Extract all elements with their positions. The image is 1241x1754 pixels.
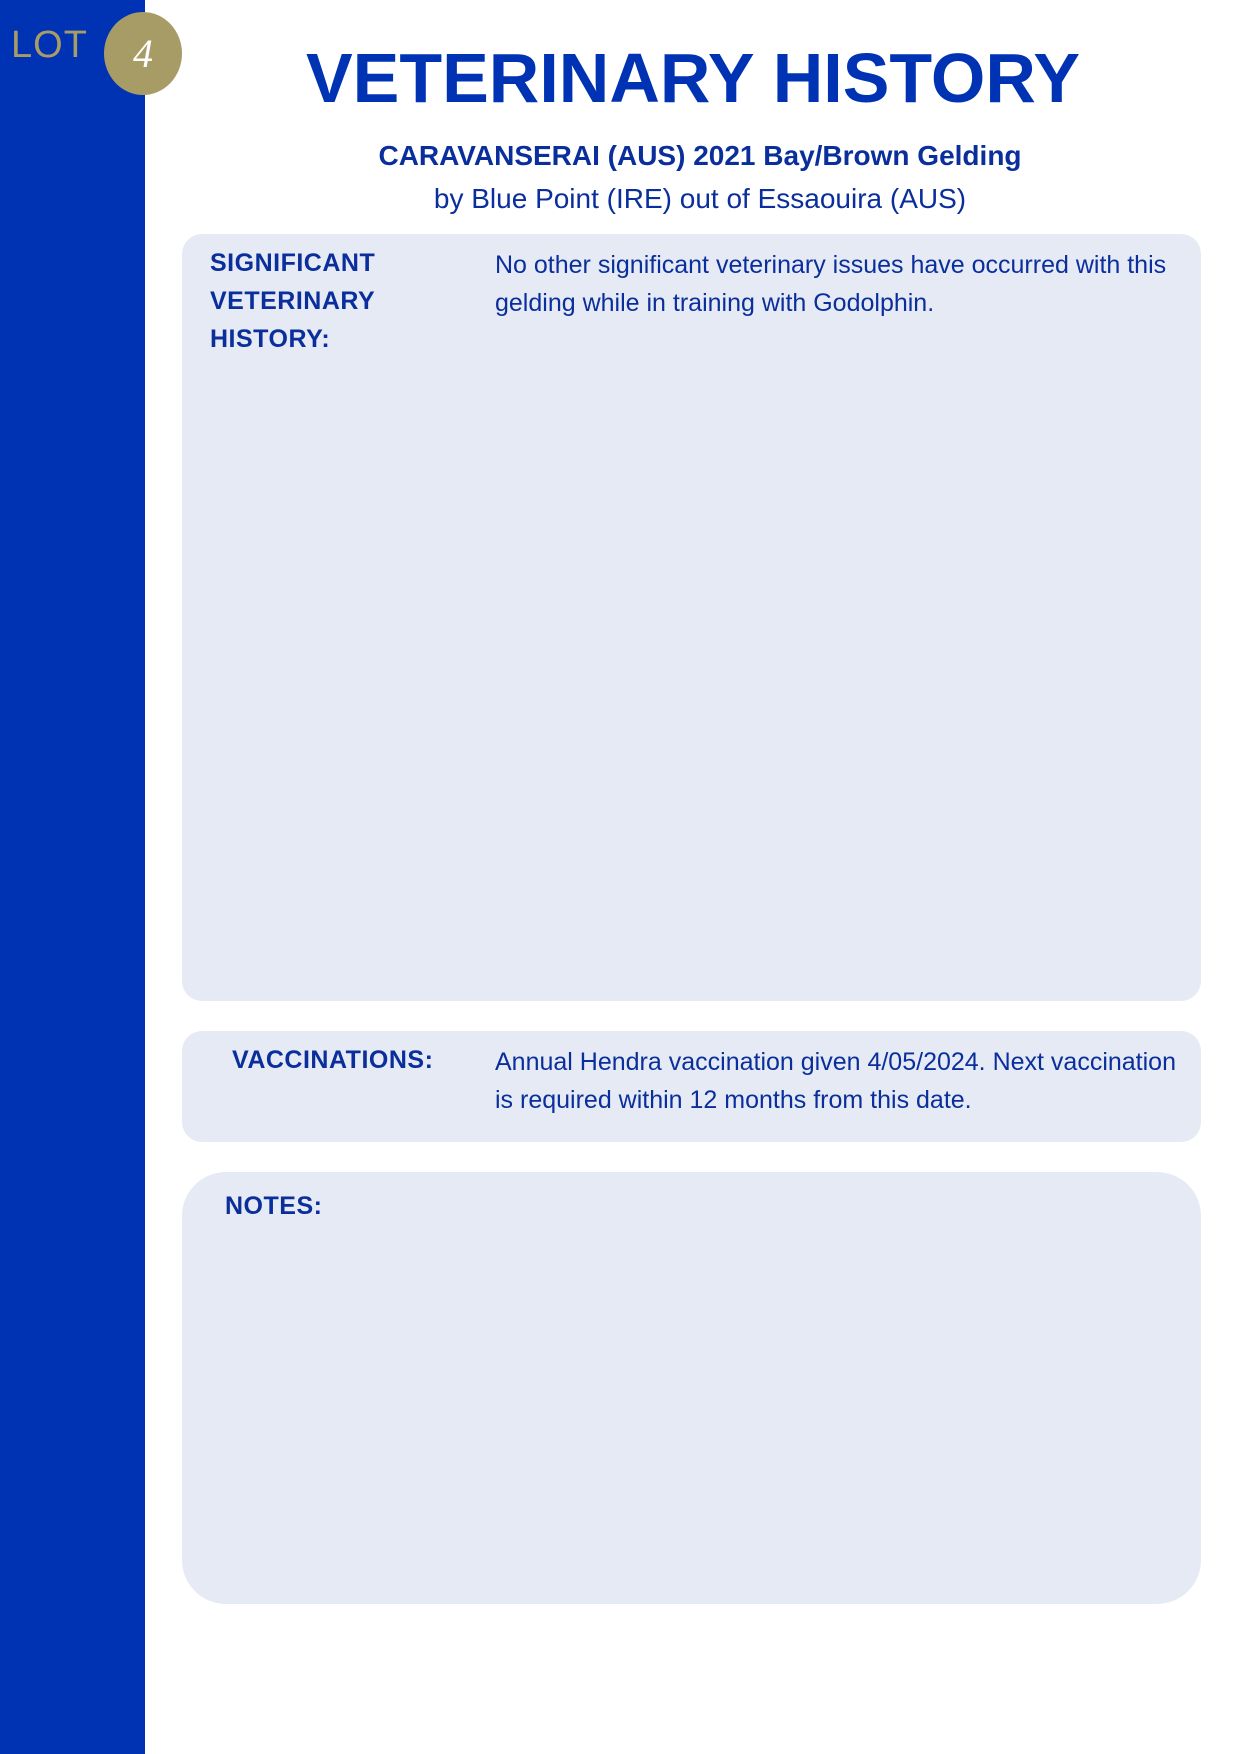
notes-panel (182, 1172, 1201, 1604)
lot-number: 4 (133, 30, 153, 76)
veterinary-history-text: No other significant veterinary issues have occurred with this gelding while in training with Godolphin. (495, 251, 1167, 317)
lot-label: LOT (11, 24, 88, 66)
vaccinations-text: Annual Hendra vaccination given 4/05/2024. Next vaccination is required within 12 months from this date. (495, 1048, 1176, 1114)
veterinary-history-panel (182, 234, 1201, 1001)
notes-label: NOTES: (225, 1192, 323, 1220)
horse-subtitle: CARAVANSERAI (AUS) 2021 Bay/Brown Gelding (378, 140, 1022, 171)
sidebar-band (0, 0, 145, 1754)
vaccinations-panel (182, 1031, 1201, 1142)
page-title: VETERINARY HISTORY (305, 39, 1081, 117)
vaccinations-label: VACCINATIONS: (232, 1046, 434, 1074)
breeding-line: by Blue Point (IRE) out of Essaouira (AUS) (433, 183, 967, 214)
veterinary-history-label: SIGNIFICANT VETERINARY HISTORY: (210, 249, 376, 353)
